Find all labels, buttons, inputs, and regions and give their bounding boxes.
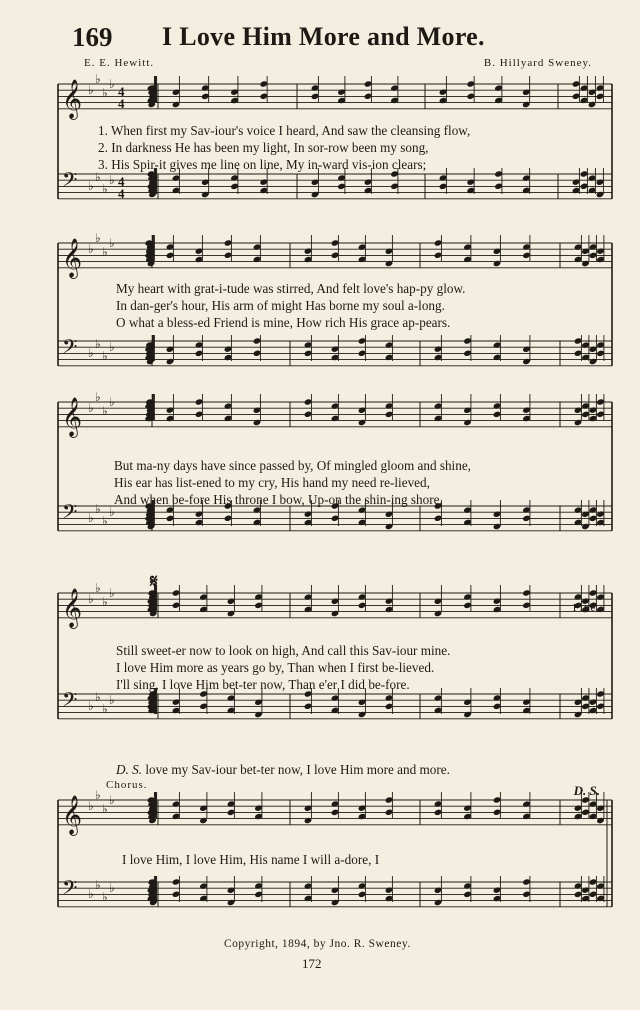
flat-sign: ♭ [95, 170, 101, 184]
flat-sign: ♭ [88, 887, 94, 901]
time-signature-top: 4 [118, 84, 125, 99]
lyric-line: But ma-ny days have since passed by, Of mingled gloom and shine, [114, 458, 471, 473]
fine-mark: Fine. [572, 602, 600, 614]
flat-sign: ♭ [102, 802, 108, 816]
ds-label: D. S. [116, 762, 143, 777]
flat-sign: ♭ [88, 242, 94, 256]
page-number: 172 [302, 956, 322, 971]
lyric-line: I'll sing, I love Him bet-ter now, Than e'er I did be-fore. [116, 677, 410, 692]
treble-clef-icon: 𝄞 [62, 795, 83, 835]
lyric-line: And when be-fore His throne I bow, Up-on the shin-ing shore, [114, 492, 443, 507]
flat-sign: ♭ [109, 881, 115, 895]
flat-sign: ♭ [109, 236, 115, 250]
treble-clef-icon: 𝄞 [62, 588, 83, 628]
treble-clef-icon: 𝄞 [62, 238, 83, 278]
flat-sign: ♭ [109, 77, 115, 91]
flat-sign: ♭ [102, 595, 108, 609]
flat-sign: ♭ [102, 890, 108, 904]
flat-sign: ♭ [88, 401, 94, 415]
flat-sign: ♭ [95, 788, 101, 802]
bass-clef-icon: 𝄢 [62, 168, 78, 196]
lyricist-credit: E. E. Hewitt. [84, 57, 155, 69]
lyric-line: His ear has list-ened to my cry, His hand my need re-lieved, [114, 475, 430, 490]
lyric-line: 1. When first my Sav-iour's voice I heard, And saw the cleansing flow, [98, 123, 471, 138]
treble-clef-icon: 𝄞 [62, 397, 83, 437]
copyright-notice: Copyright, 1894, by Jno. R. Sweney. [224, 938, 411, 950]
flat-sign: ♭ [88, 179, 94, 193]
composer-credit: B. Hillyard Sweney. [483, 57, 592, 69]
flat-sign: ♭ [102, 182, 108, 196]
lyric-line: O what a bless-ed Friend is mine, How rich His grace ap-pears. [116, 315, 451, 330]
flat-sign: ♭ [88, 83, 94, 97]
bass-clef-icon: 𝄢 [62, 876, 78, 904]
hymn-number: 169 [72, 22, 113, 52]
treble-clef-icon: 𝄞 [62, 79, 83, 119]
time-signature-bottom: 4 [118, 186, 125, 201]
flat-sign: ♭ [95, 878, 101, 892]
flat-sign: ♭ [95, 337, 101, 351]
lyric-line: 3. His Spir-it gives me line on line, My in-ward vis-ion clears; [98, 157, 427, 172]
lyric-line: 2. In darkness He has been my light, In sor-row been my song, [98, 140, 429, 155]
flat-sign: ♭ [109, 340, 115, 354]
lyric-line: My heart with grat-i-tude was stirred, And felt love's hap-py glow. [116, 281, 466, 296]
flat-sign: ♭ [95, 72, 101, 86]
flat-sign: ♭ [88, 511, 94, 525]
hymn-title: I Love Him More and More. [162, 22, 485, 51]
flat-sign: ♭ [109, 693, 115, 707]
flat-sign: ♭ [88, 799, 94, 813]
flat-sign: ♭ [109, 793, 115, 807]
lyric-line: In dan-ger's hour, His arm of might Has borne my soul a-long. [116, 298, 445, 313]
bass-clef-icon: 𝄢 [62, 688, 78, 716]
chorus-lyric-line: I love Him, I love Him, His name I will a-dore, I [122, 852, 380, 867]
flat-sign: ♭ [109, 586, 115, 600]
ds-mark: D. S. [573, 783, 600, 798]
flat-sign: ♭ [102, 245, 108, 259]
bass-clef-icon: 𝄢 [62, 500, 78, 528]
ds-lyric-line [116, 762, 450, 778]
flat-sign: ♭ [102, 404, 108, 418]
ds-lyric-text: love my Sav-iour bet-ter now, I love Him more and more. [145, 762, 450, 777]
flat-sign: ♭ [95, 390, 101, 404]
flat-sign: ♭ [102, 86, 108, 100]
flat-sign: ♭ [102, 514, 108, 528]
flat-sign: ♭ [88, 699, 94, 713]
flat-sign: ♭ [88, 592, 94, 606]
flat-sign: ♭ [95, 581, 101, 595]
flat-sign: ♭ [109, 395, 115, 409]
flat-sign: ♭ [95, 690, 101, 704]
flat-sign: ♭ [102, 349, 108, 363]
time-signature-bottom: 4 [118, 96, 125, 111]
flat-sign: ♭ [88, 346, 94, 360]
flat-sign: ♭ [109, 505, 115, 519]
flat-sign: ♭ [95, 502, 101, 516]
flat-sign: ♭ [102, 702, 108, 716]
lyric-line: I love Him more as years go by, Than when I first be-lieved. [116, 660, 435, 675]
lyric-line: Still sweet-er now to look on high, And call this Sav-iour mine. [116, 643, 451, 658]
flat-sign: ♭ [95, 231, 101, 245]
time-signature-top: 4 [118, 174, 125, 189]
chorus-label: Chorus. [106, 779, 148, 791]
flat-sign: ♭ [109, 173, 115, 187]
bass-clef-icon: 𝄢 [62, 335, 78, 363]
segno-sign: 𝄋 [150, 571, 158, 591]
